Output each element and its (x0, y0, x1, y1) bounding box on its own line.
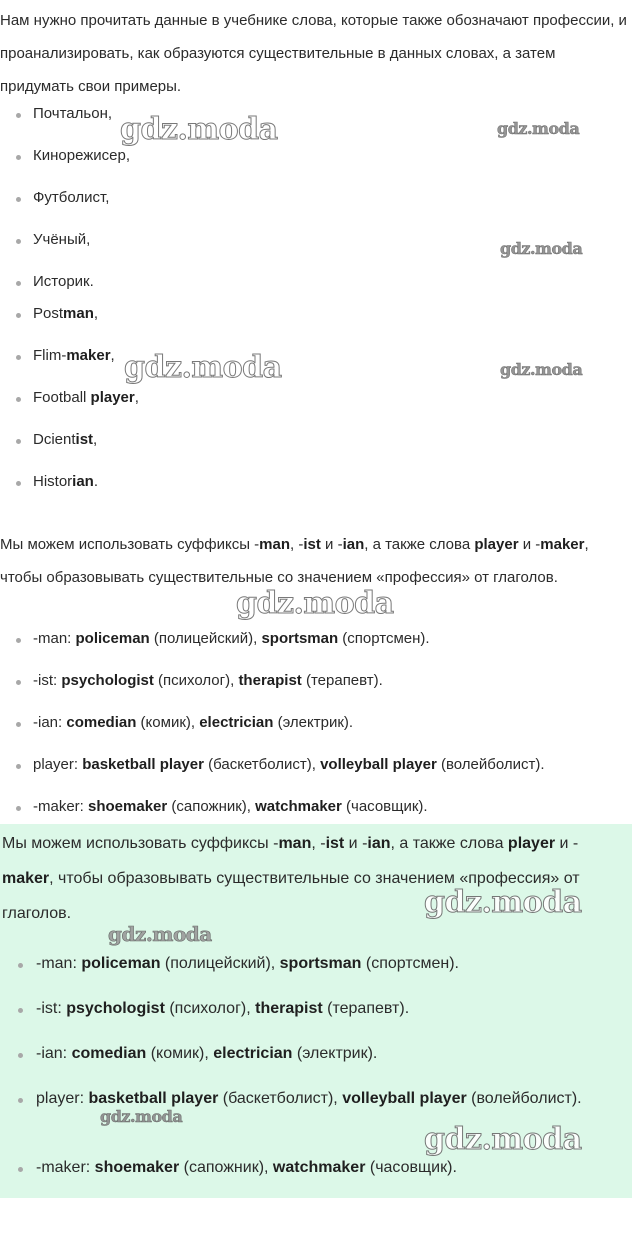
list-item: -ian: comedian (комик), electrician (электрик). (0, 1042, 620, 1087)
watermark: gdz.moda (500, 360, 583, 379)
watermark: gdz.moda (497, 119, 580, 138)
list-item: player: basketball player (баскетболист), volleyball player (волейболист). (0, 754, 620, 796)
watermark: gdz.moda (100, 1107, 183, 1126)
list-item: Flim-maker, (0, 345, 620, 387)
list-item: Почтальон, (0, 103, 620, 145)
watermark: gdz.moda (424, 885, 582, 920)
watermark: gdz.moda (124, 350, 282, 385)
list-item: Football player, (0, 387, 620, 429)
list-item: Историк. (0, 271, 620, 303)
list-item: -ist: psychologist (психолог), therapist (терапевт). (0, 670, 620, 712)
watermark: gdz.moda (120, 112, 278, 147)
list-item: -maker: shoemaker (сапожник), watchmaker (часовщик). (0, 796, 620, 838)
suffix-explanation: Мы можем использовать суффиксы -man, -ist и -ian, а также слова player и -maker, чтобы образовывать существительные со значением «профессия» от глаголов. (0, 536, 589, 586)
list-item: Кинорежисер, (0, 145, 620, 187)
watermark: gdz.moda (236, 586, 394, 621)
list-item: Футболист, (0, 187, 620, 229)
intro-paragraph: Нам нужно прочитать данные в учебнике слова, которые также обозначают профессии, и проанализировать, как образуются существительные в данных словах, а затем придумать свои примеры. (0, 12, 627, 95)
suffix-example-list (0, 628, 620, 838)
list-item: -man: policeman (полицейский), sportsman (спортсмен). (0, 952, 620, 997)
suffix-example-list-highlighted (0, 952, 620, 1201)
list-item: -ian: comedian (комик), electrician (электрик). (0, 712, 620, 754)
list-item: Historian. (0, 471, 620, 513)
list-item: -man: policeman (полицейский), sportsman (спортсмен). (0, 628, 620, 670)
profession-word-list (0, 103, 620, 513)
list-item: -maker: shoemaker (сапожник), watchmaker (часовщик). (0, 1156, 620, 1201)
suffix-explanation-highlighted: Мы можем использовать суффиксы -man, -ist и -ian, а также слова player и -maker, чтобы образовывать существительные со значением «профессия» от глаголов. (2, 835, 580, 922)
list-item: -ist: psychologist (психолог), therapist (терапевт). (0, 997, 620, 1042)
list-item: Postman, (0, 303, 620, 345)
watermark: gdz.moda (500, 239, 583, 258)
watermark: gdz.moda (108, 922, 212, 946)
list-item: Dcientist, (0, 429, 620, 471)
list-item: player: basketball player (баскетболист), volleyball player (волейболист). (0, 1087, 620, 1156)
watermark: gdz.moda (424, 1122, 582, 1157)
list-item: Учёный, (0, 229, 620, 271)
